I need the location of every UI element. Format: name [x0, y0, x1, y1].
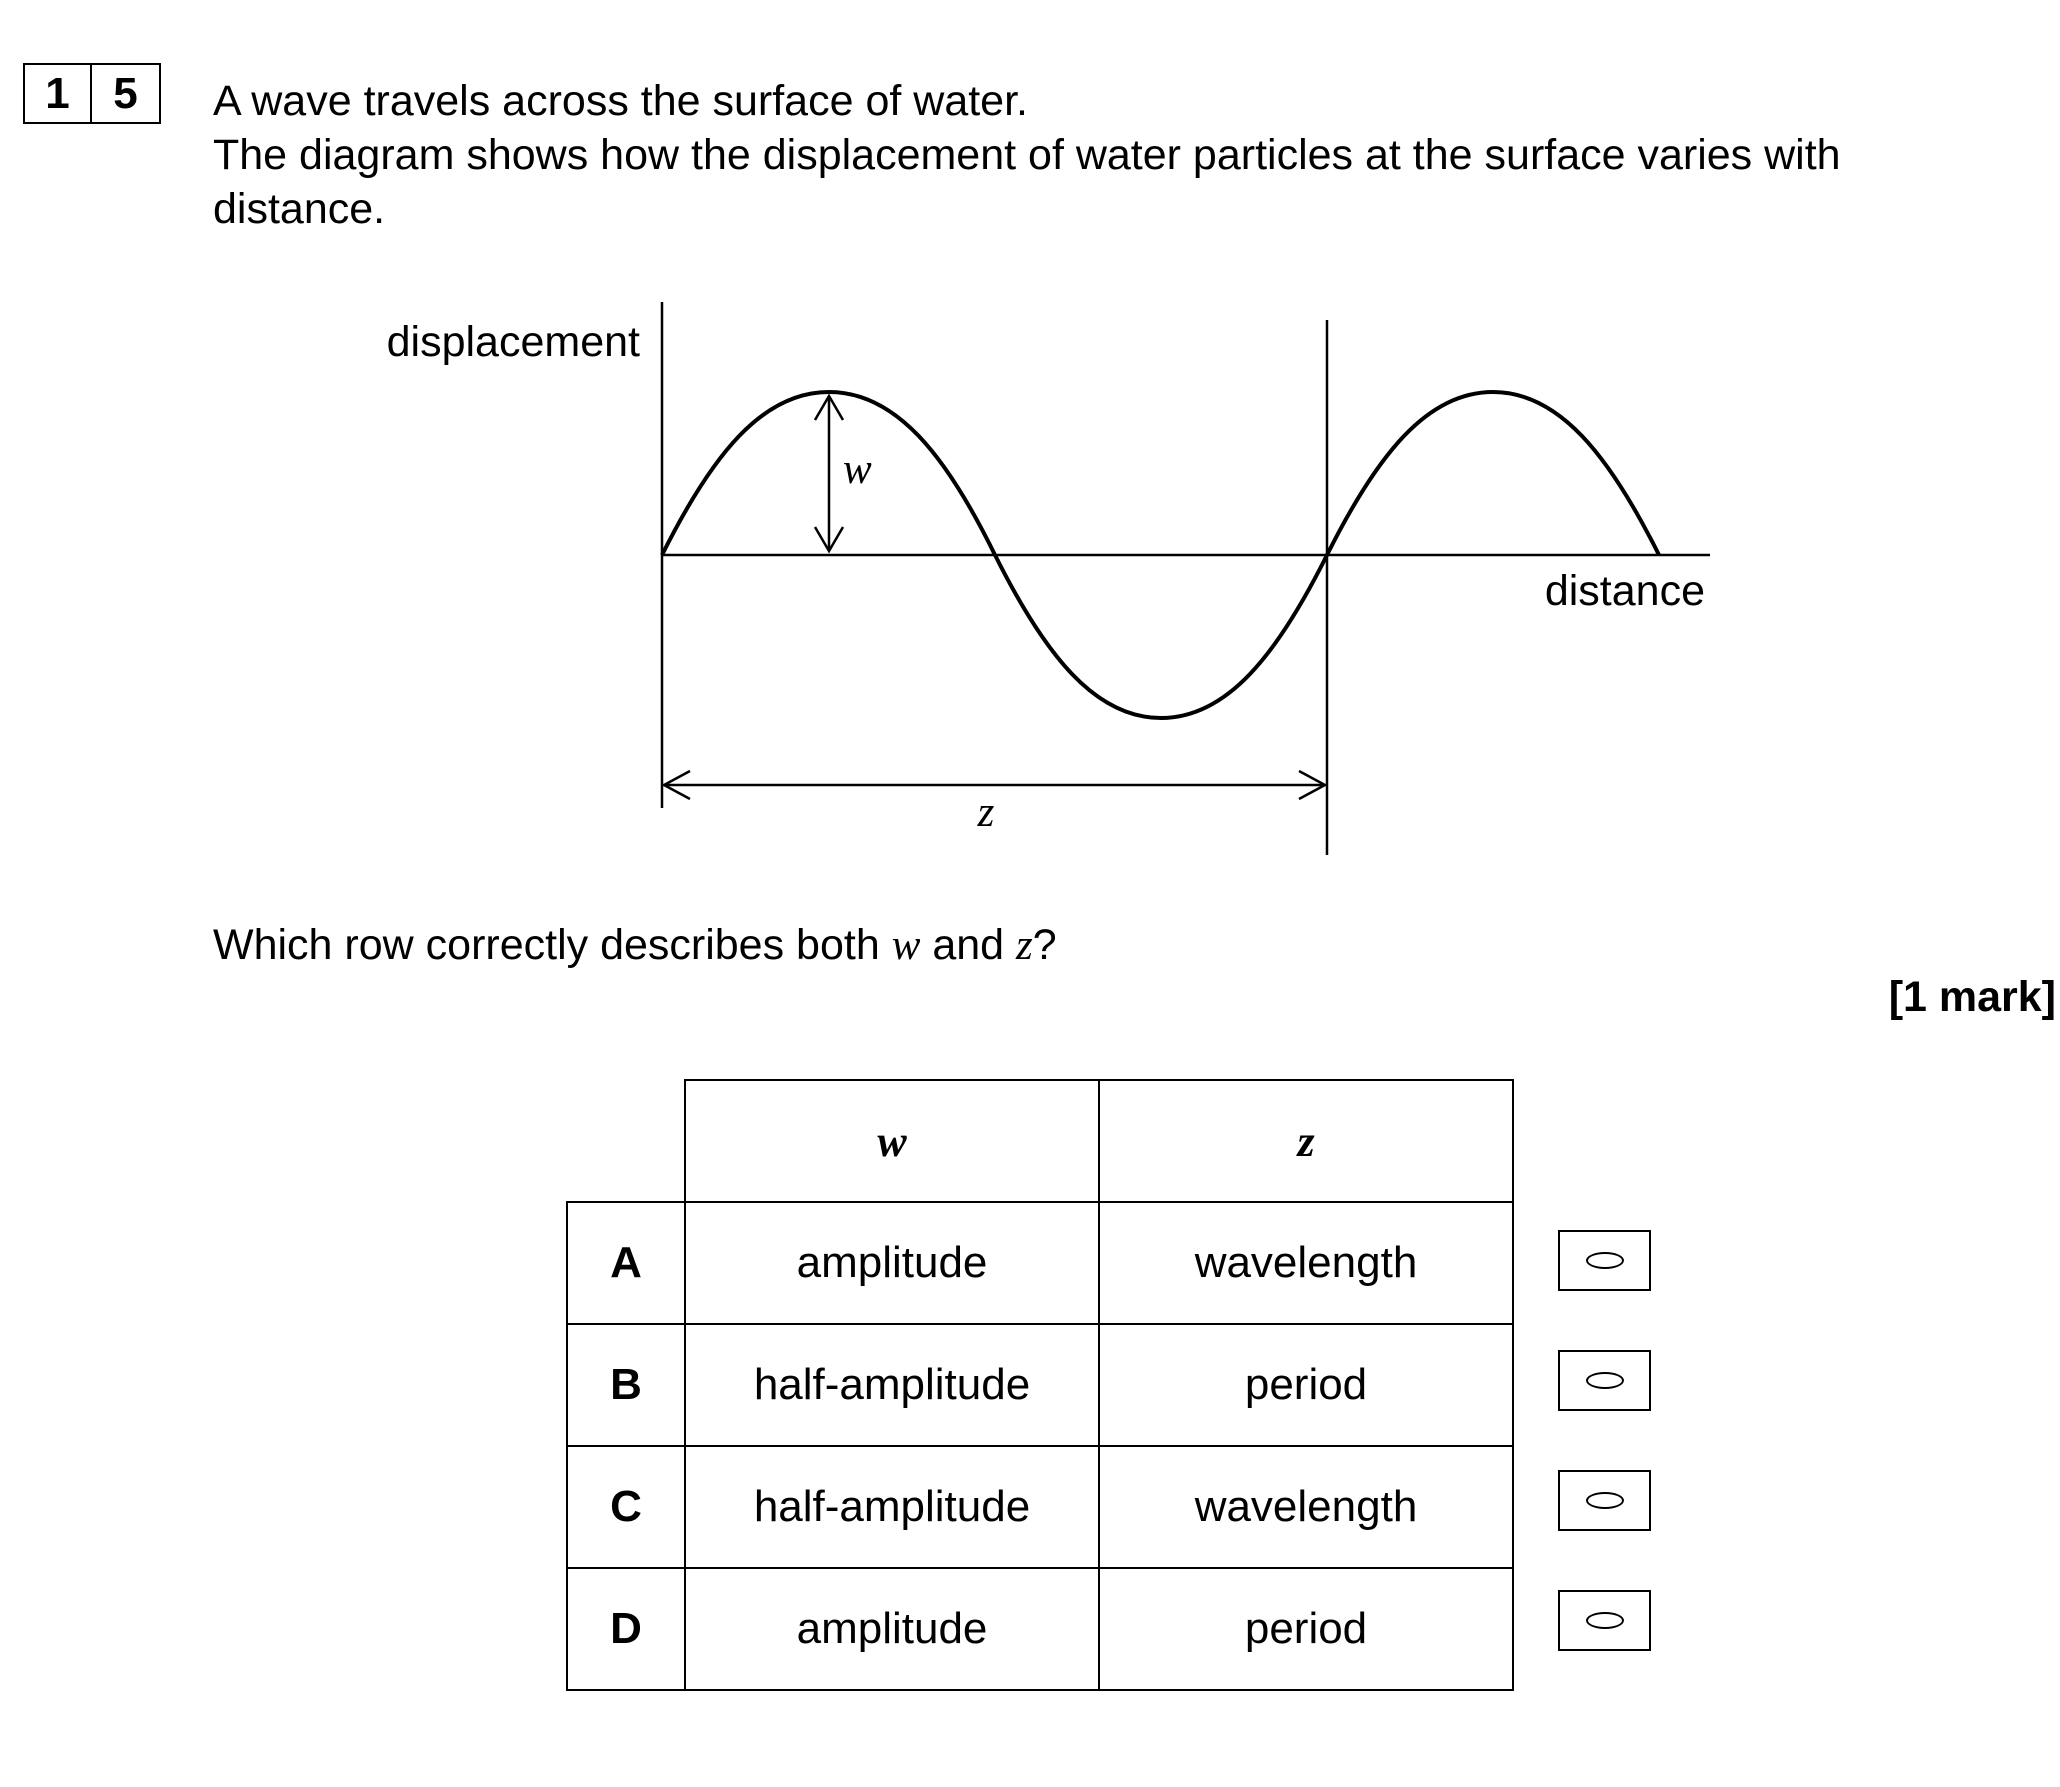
prompt-text-after: ?	[1032, 921, 1057, 969]
option-letter: D	[567, 1568, 685, 1690]
table-row	[567, 1202, 1513, 1324]
table-row	[567, 1324, 1513, 1446]
table-row	[567, 1446, 1513, 1568]
header-z: z	[1099, 1080, 1513, 1202]
option-w-cell: half-amplitude	[685, 1324, 1099, 1446]
prompt-text-before: Which row correctly describes both	[213, 921, 892, 969]
option-letter: A	[567, 1202, 685, 1324]
answer-oval[interactable]	[1586, 1612, 1624, 1629]
intro-text: A wave travels across the surface of water.	[213, 77, 1028, 125]
question-prompt	[213, 918, 1057, 973]
option-w-cell: half-amplitude	[685, 1446, 1099, 1568]
answer-oval[interactable]	[1586, 1372, 1624, 1389]
answer-oval[interactable]	[1586, 1492, 1624, 1509]
answer-box-b[interactable]	[1558, 1350, 1651, 1411]
question-number-digit: 5	[92, 63, 161, 124]
distance-label: distance	[1544, 567, 1705, 615]
z-label: z	[977, 789, 995, 836]
wavelength-arrow	[664, 771, 1325, 799]
diagram-description-line1: The diagram shows how the displacement of water particles at the surface varies with	[213, 131, 1841, 179]
answer-box-a[interactable]	[1558, 1230, 1651, 1291]
w-label: w	[843, 446, 872, 493]
option-z-cell: period	[1099, 1568, 1513, 1690]
amplitude-arrow	[815, 396, 843, 551]
option-letter: B	[567, 1324, 685, 1446]
marks-label: [1 mark]	[1888, 973, 2056, 1021]
option-z-cell: wavelength	[1099, 1446, 1513, 1568]
prompt-text-and: and	[920, 921, 1017, 969]
answer-box-c[interactable]	[1558, 1470, 1651, 1531]
diagram-description-line2: distance.	[213, 185, 386, 233]
table-header-row	[567, 1080, 1513, 1202]
option-w-cell: amplitude	[685, 1202, 1099, 1324]
displacement-label: displacement	[386, 318, 640, 366]
prompt-w: w	[891, 922, 921, 969]
option-z-cell: period	[1099, 1324, 1513, 1446]
option-letter: C	[567, 1446, 685, 1568]
answer-box-d[interactable]	[1558, 1590, 1651, 1651]
options-table	[566, 1079, 1514, 1691]
option-w-cell: amplitude	[685, 1568, 1099, 1690]
table-row	[567, 1568, 1513, 1690]
prompt-z: z	[1016, 922, 1033, 969]
table-corner-cell	[567, 1080, 685, 1202]
header-w: w	[685, 1080, 1099, 1202]
question-number-digit: 1	[23, 63, 92, 124]
answer-oval[interactable]	[1586, 1252, 1624, 1269]
option-z-cell: wavelength	[1099, 1202, 1513, 1324]
